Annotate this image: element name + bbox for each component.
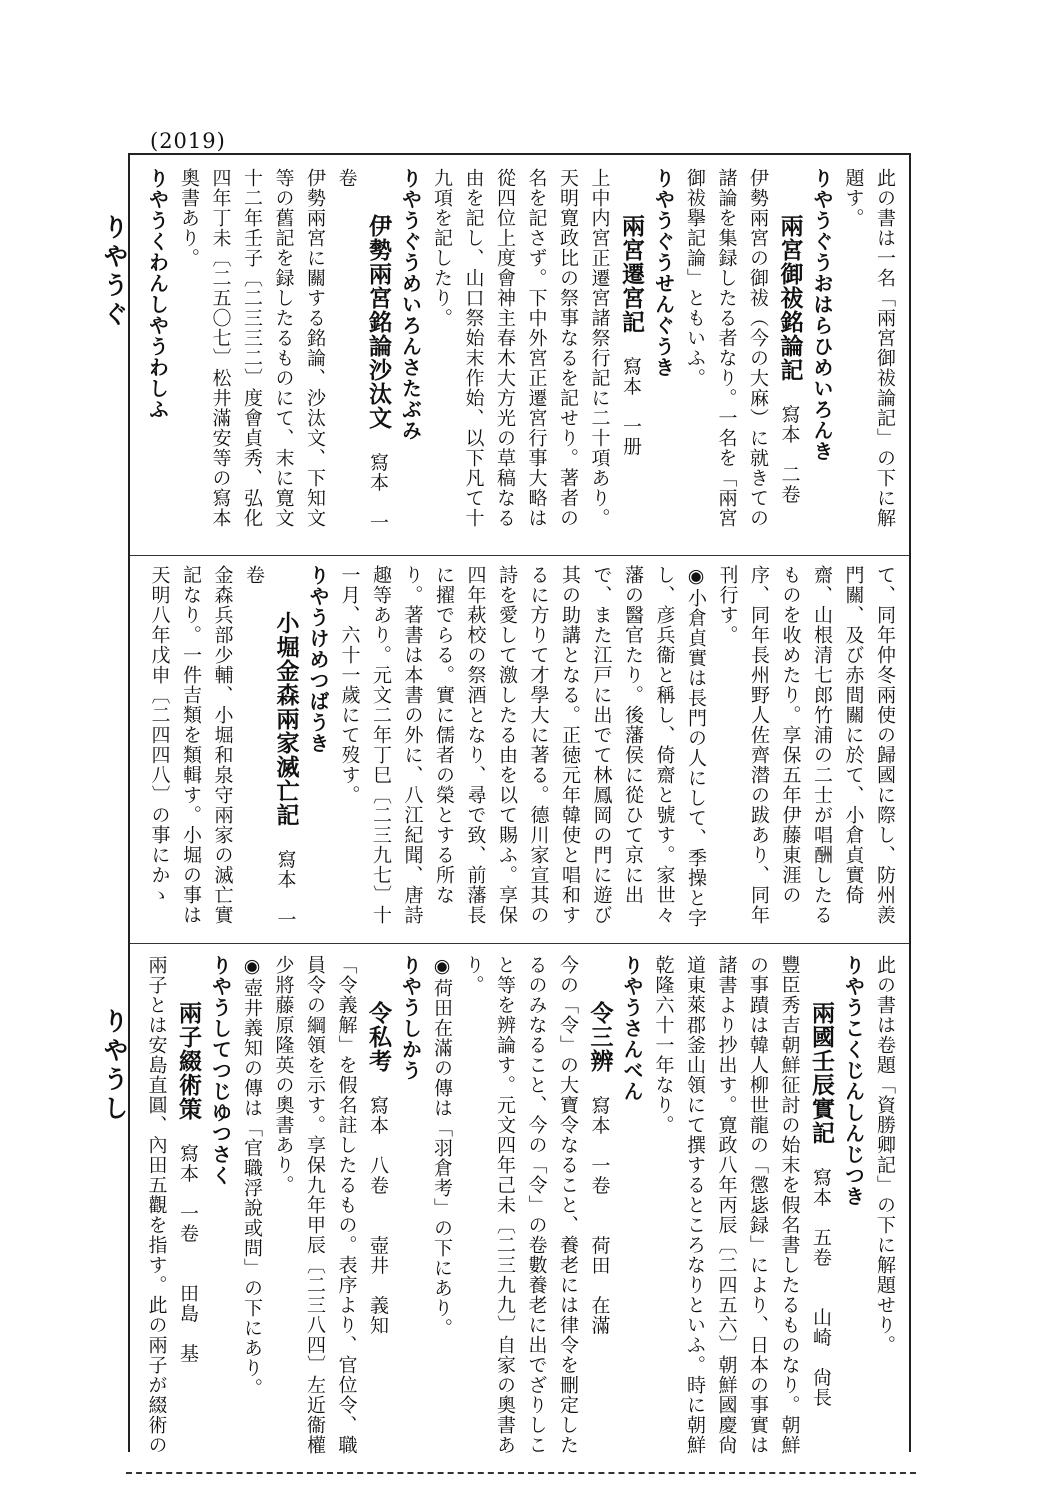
page-number: (2019) xyxy=(150,129,226,153)
entry-reading: りやうしかう xyxy=(398,955,423,1081)
entry-format-author: 寫本 一卷 xyxy=(335,168,389,533)
entry-format-author: 寫本 五卷 山崎 尙長 xyxy=(810,1167,832,1408)
entry-title: 兩宮御祓銘論記 xyxy=(776,213,804,382)
entry-format-author: 寫本 二卷 xyxy=(778,404,801,505)
entry-text: 兩子とは安島直圓、內田五觀を指す。此の兩子が綴術の xyxy=(145,955,168,1455)
side-heading-lower: りやうし xyxy=(100,1008,129,1124)
entry-text: ◉小倉貞實は長門の人にして、季操と字し、彦兵衞と稱し、倚齋と號す。家世々藩の醫官たり。後藩侯に從ひて京に出で、また江戸に出でて林鳳岡の門に遊び其の助講となる。正徳元年韓使と唱和するに方りて才學大に著る。德川家宣其の詩を愛して激したる由を以て賜ふ。享保四年萩校の祭酒となり、尋で致、前藩長に擢でらる。實に儒者の榮とする所なり。著書は本書の外に、八江紀聞、唐詩趣等あり。元文二年丁巳〔二三九七〕十一月、六十一歲にて歿す。 xyxy=(338,565,707,928)
entry-reading: りやうぐうおはらひめいろんき xyxy=(810,168,834,462)
entry-text: 伊勢兩宮の御祓（今の大麻）に就きての諸論を集録したる者なり。一名を「兩宮御祓擧記論」ともいふ。 xyxy=(684,168,769,528)
entry-format-author: 寫本 一卷 荷田 在滿 xyxy=(588,1095,611,1336)
entry-format-author: 寫本 一卷 田島 基 xyxy=(177,1143,199,1364)
entry-title-line xyxy=(140,168,141,546)
entry-text: 此の書は一名「兩宮御祓論記」の下に解題す。 xyxy=(842,168,896,528)
upper-section xyxy=(140,168,900,546)
entry-title: 兩子綴術策 xyxy=(175,1000,202,1121)
entry-reading: りやうぐうめいろんさたぶみ xyxy=(398,168,423,441)
entry-title-line xyxy=(362,955,395,1460)
entry-title: 令三辨 xyxy=(586,1000,614,1073)
entry-title: 令私考 xyxy=(365,1000,392,1073)
section-divider-upper xyxy=(130,555,909,556)
entry-text: 此の書は卷題「資勝卿記」の下に解題せり。 xyxy=(874,955,896,1355)
entry-title-line xyxy=(330,168,394,546)
entry-title-line xyxy=(773,168,806,546)
entry-reading: りやうぐうせんぐうき xyxy=(651,168,676,378)
entry-reading: りやうさんべん xyxy=(620,955,644,1102)
entry-text: 今の「令」の大寶令なること、養老には律令を刪定したるのみなること、今の「令」の卷數養老に出でざりしこと等を辨論す。元文四年己未〔二三九九〕自家の奧書あり。 xyxy=(462,955,579,1455)
entry-format-author: 寫本 八卷 壺井 義知 xyxy=(367,1095,389,1336)
entry-reading: りやうけめつばうき xyxy=(306,565,330,754)
side-heading-upper: りやうぐ xyxy=(100,214,129,330)
entry-text: 上中内宮正遷宮諸祭行記に二十項あり。天明寛政比の祭事なるを記せり。著者の名を記さず。下中外宮正遷宮行事大略は從四位上度會神主春木大方光の草稿なる由を記し、山口祭始末作始、以下凡て十九項を記したり。 xyxy=(431,168,611,528)
entry-text: て、同年仲冬兩使の歸國に際し、防州羨門關、及び赤間關に於て、小倉貞實倚齋、山根清七郎竹浦の二士が唱酬したるものを收めたり。享保五年伊藤東涯の序、同年長州野人佐齊潜の跋あり、同年刊行す。 xyxy=(716,565,896,925)
entry-text: 豐臣秀吉朝鮮征討の始末を假名書したるものなり。朝鮮の事蹟は韓人柳世龍の「懲毖録」により、日本の事實は諸書より抄出す。寛政八年丙辰〔二四五六〕朝鮮國慶尙道東萊郡釜山領にて撰するところなりといふ。時に朝鮮乾隆六十一年なり。 xyxy=(652,955,801,1455)
section-divider-lower xyxy=(130,943,909,944)
entry-format-author: 寫本 一册 xyxy=(620,356,642,457)
lower-section xyxy=(140,955,900,1460)
entry-format-author: 寫本 一卷 xyxy=(243,565,297,930)
entry-title: 兩國壬辰實記 xyxy=(808,1000,835,1145)
entry-title-line xyxy=(583,955,616,1460)
entry-title-line xyxy=(615,168,648,546)
entry-reading: りやうしてつじゆつさく xyxy=(208,955,233,1186)
entry-text: 「令義解」を假名註したるもの。表序より、官位令、職員令の綱領を示す。享保九年甲辰〔二三八四〕左近衞權少將藤原隆英の奧書あり。 xyxy=(272,955,358,1455)
entry-title: 小堀金森兩家滅亡記 xyxy=(272,610,300,827)
entry-title-line xyxy=(172,955,205,1460)
entry-text: 伊勢兩宮に關する銘論、沙汰文、下知文等の舊記を録したるものにて、末に寛文十二年壬子〔二三三二〕度會貞秀、弘化四年丁未〔二五〇七〕松井滿安等の寫本奧書あり。 xyxy=(178,168,326,528)
middle-section xyxy=(140,565,900,933)
entry-title: 伊勢兩宮銘論沙汰文 xyxy=(365,213,392,430)
entry-reading: りやうこくじんしんじつき xyxy=(841,955,866,1207)
entry-text: ◉荷田在滿の傳は「羽倉考」の下にあり。 xyxy=(431,955,453,1338)
bottom-rule xyxy=(126,1472,916,1474)
entry-title-line xyxy=(238,565,302,933)
entry-text: ◉壺井義知の傳は「官職浮說或問」の下にあり。 xyxy=(241,955,263,1398)
entry-title-line xyxy=(805,955,838,1460)
entry-text: 金森兵部少輔、小堀和泉守兩家の滅亡實記なり。一件吉類を類輯す。小堀の事は天明八年戊申〔二四四八〕の事にかゝ xyxy=(148,565,234,925)
entry-title: 兩宮遷宮記 xyxy=(618,213,645,334)
entry-reading: りやうくわんしやうわしふ xyxy=(145,168,170,420)
